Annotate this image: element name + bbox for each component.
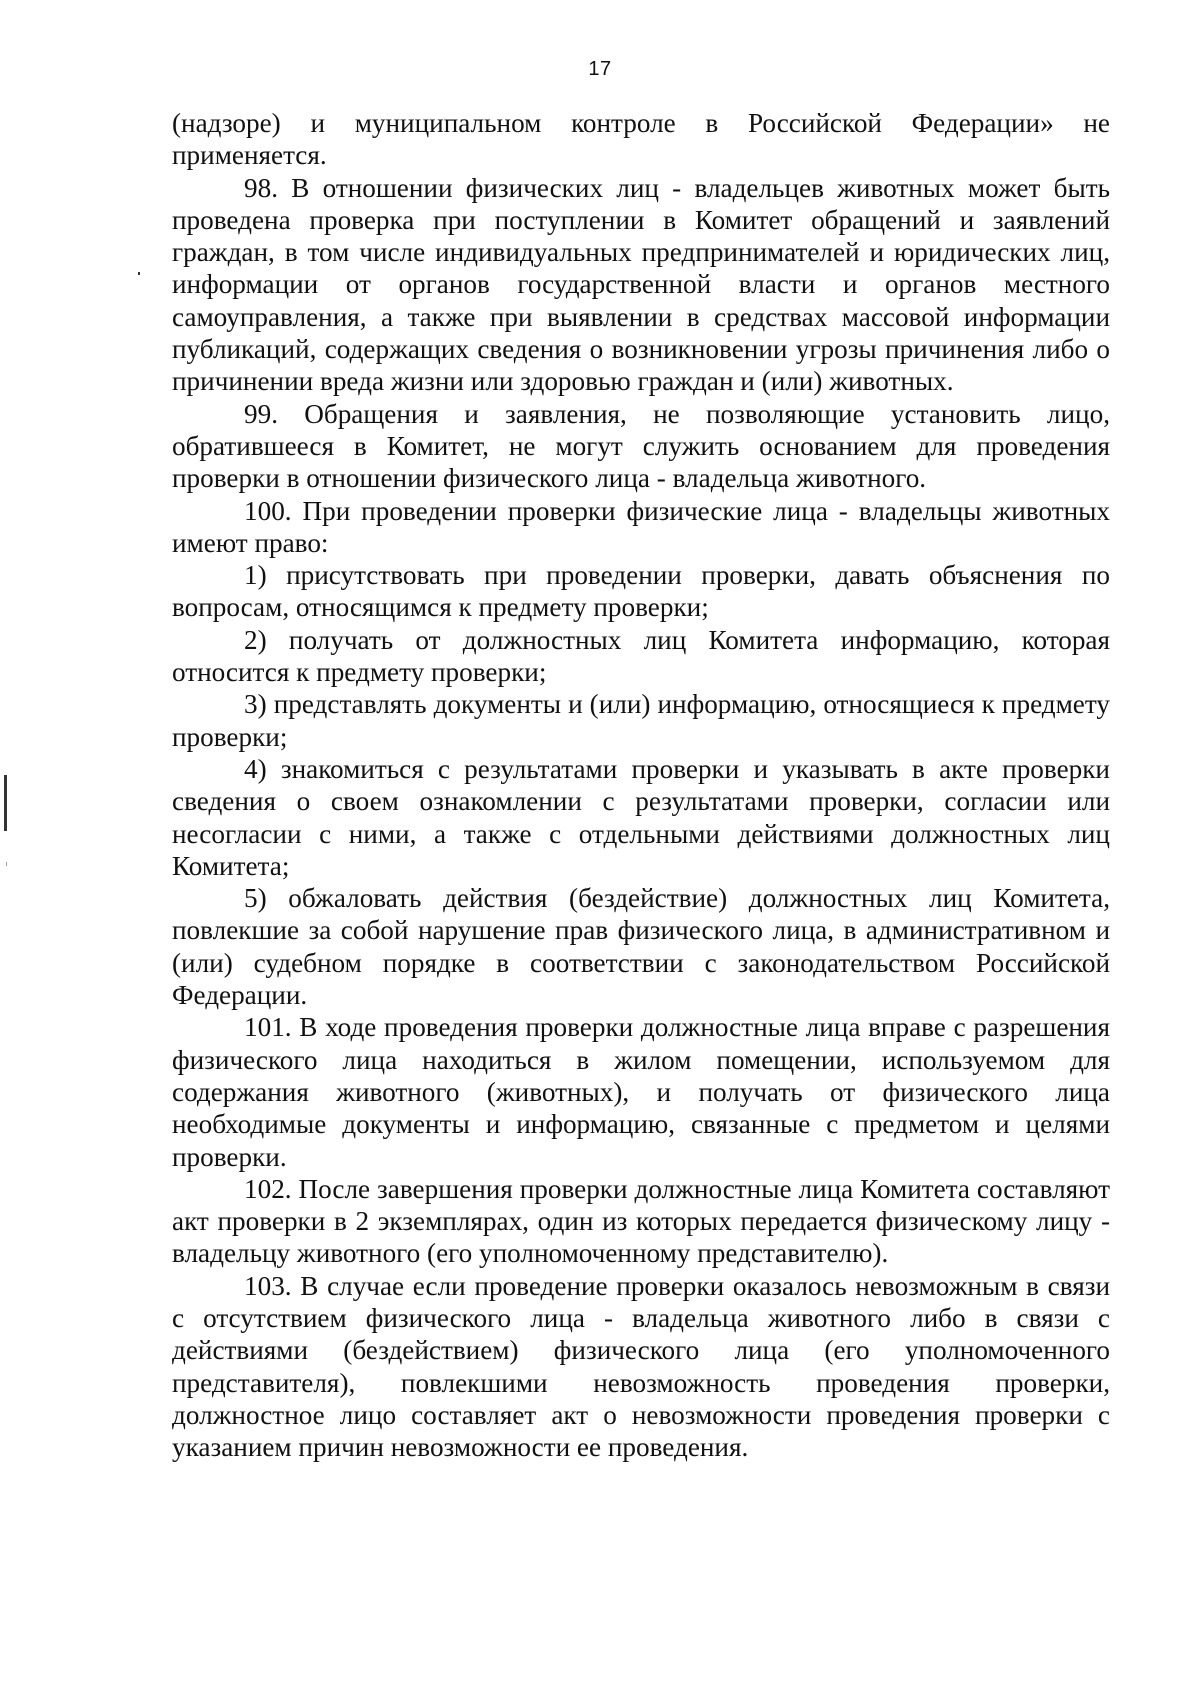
paragraph-98: 98. В отношении физических лиц - владельцев животных может быть проведена проверка при поступлении в Комитет обращений и заявлений граждан, в том числе индивидуальных предпринимателей и юридических лиц, информации от органов государственной власти и органов местного самоуправления, а также при выявлении в средствах массовой информации публикаций, содержащих сведения о возникновении угрозы причинения либо о причинении вреда жизни или здоровью граждан и (или) животных.: [172, 172, 1110, 397]
paragraph-100-item-4: 4) знакомиться с результатами проверки и указывать в акте проверки сведения о своем ознакомлении с результатами проверки, согласии или несогласии с ними, а также с отдельными действиями должностных лиц Комитета;: [172, 753, 1110, 881]
paragraph-100-item-2: 2) получать от должностных лиц Комитета информацию, которая относится к предмету проверки;: [172, 624, 1110, 688]
paragraph-102: 102. После завершения проверки должностные лица Комитета составляют акт проверки в 2 экземплярах, один из которых передается физическому лицу - владельцу животного (его уполномоченному представителю).: [172, 1173, 1110, 1269]
paragraph-100-item-1: 1) присутствовать при проведении проверки, давать объяснения по вопросам, относящимся к предмету проверки;: [172, 560, 1110, 623]
paragraph-100-item-5: 5) обжаловать действия (бездействие) должностных лиц Комитета, повлекшие за собой нарушение прав физического лица, в административном и (или) судебном порядке в соответствии с законодательством Российской Федерации.: [172, 883, 1110, 1011]
paragraph-101: 101. В ходе проведения проверки должностные лица вправе с разрешения физического лица находиться в жилом помещении, используемом для содержания животного (животных), и получать от физического лица необходимые документы и информацию, связанные с предметом и целями проверки.: [172, 1012, 1110, 1172]
scan-speck: [138, 272, 140, 275]
document-body: [172, 107, 1110, 1463]
page-number: 17: [588, 58, 612, 80]
paragraph-continuation: (надзоре) и муниципальном контроле в Российской Федерации» не применяется.: [172, 108, 1110, 171]
scan-edge-mark: [4, 775, 7, 831]
paragraph-100-item-3: 3) представлять документы и (или) информацию, относящиеся к предмету проверки;: [172, 689, 1110, 752]
paragraph-103: 103. В случае если проведение проверки оказалось невозможным в связи с отсутствием физического лица - владельца животного либо в связи с действиями (бездействием) физического лица (его уполномоченного представителя), повлекшими невозможность проведения проверки, должностное лицо составляет акт о невозможности проведения проверки с указанием причин невозможности ее проведения.: [172, 1270, 1110, 1463]
paragraph-100: 100. При проведении проверки физические лица - владельцы животных имеют право:: [172, 495, 1110, 558]
scan-edge-tick: [6, 862, 7, 866]
paragraph-99: 99. Обращения и заявления, не позволяющие установить лицо, обратившееся в Комитет, не могут служить основанием для проведения проверки в отношении физического лица - владельца животного.: [172, 398, 1110, 494]
